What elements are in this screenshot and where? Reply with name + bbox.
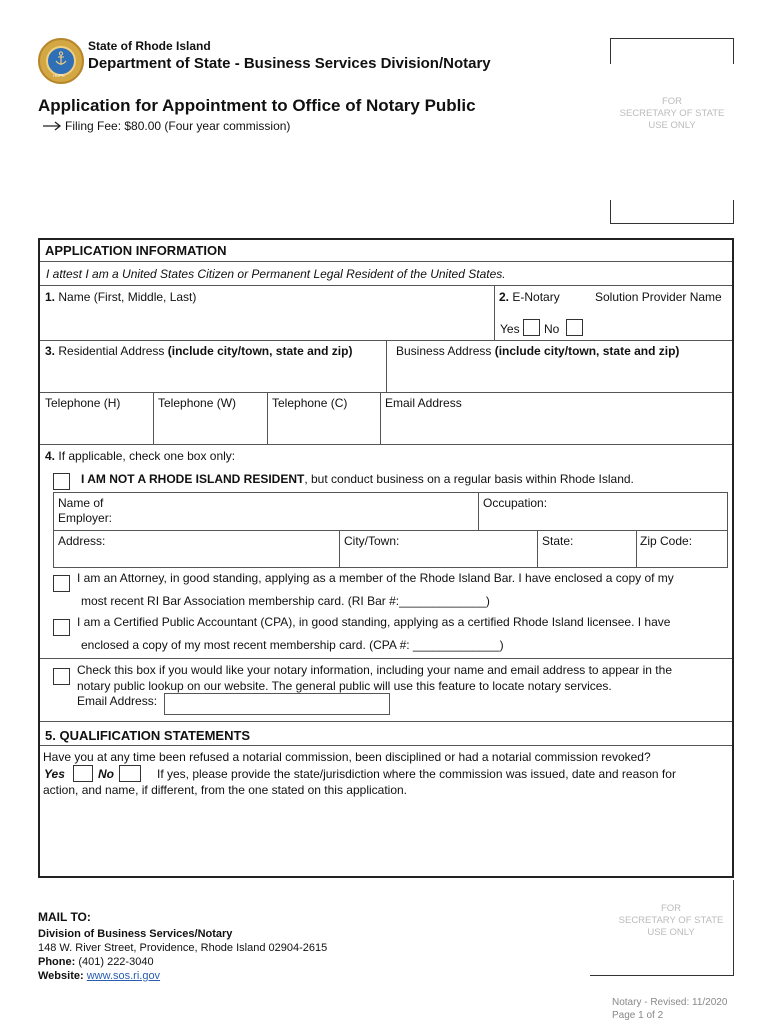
residential-address-label: 3. Residential Address (include city/town, state and zip) xyxy=(45,344,353,358)
department-name: Department of State - Business Services Division/Notary xyxy=(88,55,491,72)
occupation-label: Occupation: xyxy=(483,496,548,510)
name-input[interactable] xyxy=(40,286,494,339)
telephone-work-label: Telephone (W) xyxy=(158,396,237,410)
qualification-instruction-line2: action, and name, if different, from the one stated on this application. xyxy=(43,783,408,797)
attorney-checkbox[interactable] xyxy=(53,575,70,592)
enotary-no-label: No xyxy=(544,322,560,336)
lookup-email-input[interactable] xyxy=(164,693,390,715)
qualification-explanation-area[interactable] xyxy=(40,800,732,876)
sos-note-line: FOR xyxy=(660,903,682,914)
sos-note-line: SECRETARY OF STATE xyxy=(619,108,725,119)
business-address-label: Business Address (include city/town, state and zip) xyxy=(396,344,680,358)
enotary-yes-checkbox[interactable] xyxy=(523,319,540,336)
sos-use-only-note-lower xyxy=(596,903,746,939)
mail-division: Division of Business Services/Notary xyxy=(38,928,233,940)
sos-note-line: USE ONLY xyxy=(647,927,695,938)
mail-phone: Phone: (401) 222-3040 xyxy=(38,956,154,968)
nonresident-checkbox[interactable] xyxy=(53,473,70,490)
mail-heading: MAIL TO: xyxy=(38,910,91,924)
city-town-label: City/Town: xyxy=(344,534,400,548)
section4-intro: 4. If applicable, check one box only: xyxy=(45,449,236,463)
page-title: Application for Appointment to Office of Notary Public xyxy=(38,96,476,115)
telephone-home-label: Telephone (H) xyxy=(45,396,121,410)
telephone-cell-label: Telephone (C) xyxy=(272,396,348,410)
qual-no-label: No xyxy=(98,767,114,781)
nonresident-text: I AM NOT A RHODE ISLAND RESIDENT, but conduct business on a regular basis within Rhode Island. xyxy=(81,472,634,486)
seal-inner xyxy=(46,46,76,76)
attorney-text-line2: most recent RI Bar Association membership card. (RI Bar #:_____________) xyxy=(81,594,490,608)
sos-note-line: FOR xyxy=(661,96,683,107)
state-label: State: xyxy=(542,534,574,548)
anchor-icon xyxy=(54,51,68,67)
application-form xyxy=(38,238,734,878)
public-lookup-text: Check this box if you would like your notary information, including your name and email address to appear in the notary public lookup on our website. The general public will use this feature to locate notary services. Email Address: xyxy=(77,663,672,708)
section5-heading: 5. QUALIFICATION STATEMENTS xyxy=(45,728,251,743)
filing-fee-text: Filing Fee: $80.00 (Four year commission) xyxy=(65,119,291,133)
arrow-right-icon xyxy=(42,121,62,131)
revision-date: Notary - Revised: 11/2020 xyxy=(612,997,728,1008)
footer xyxy=(612,996,727,1022)
qual-yes-checkbox[interactable] xyxy=(73,765,93,782)
enotary-no-checkbox[interactable] xyxy=(566,319,583,336)
attorney-text-line1: I am an Attorney, in good standing, applying as a member of the Rhode Island Bar. I have enclosed a copy of my xyxy=(77,571,674,585)
sos-box-bottom xyxy=(610,200,734,224)
website-link[interactable]: www.sos.ri.gov xyxy=(86,970,161,982)
qual-yes-label: Yes xyxy=(44,767,65,781)
enotary-label: 2. E-Notary xyxy=(499,290,560,304)
zip-code-label: Zip Code: xyxy=(640,534,693,548)
email-address-label: Email Address xyxy=(385,396,462,410)
filing-fee xyxy=(42,119,290,133)
attestation-text: I attest I am a United States Citizen or Permanent Legal Resident of the United States. xyxy=(46,267,506,281)
mail-website: Website: www.sos.ri.gov xyxy=(38,970,161,982)
employer-name-label: Name of Employer: xyxy=(58,496,113,525)
cpa-text-line2: enclosed a copy of my most recent membership card. (CPA #: _____________) xyxy=(81,638,504,652)
section-application-heading: APPLICATION INFORMATION xyxy=(45,243,227,258)
cpa-text-line1: I am a Certified Public Accountant (CPA), in good standing, applying as a certified Rhode Island licensee. I have xyxy=(77,615,671,629)
qualification-question: Have you at any time been refused a notarial commission, been disciplined or had a notarial commission revoked? xyxy=(43,750,651,764)
qualification-instruction-line1: If yes, please provide the state/jurisdiction where the commission was issued, date and reason for xyxy=(157,767,676,781)
solution-provider-label: Solution Provider Name xyxy=(595,290,722,304)
sos-note-line: USE ONLY xyxy=(648,120,696,131)
cpa-checkbox[interactable] xyxy=(53,619,70,636)
enotary-yes-label: Yes xyxy=(500,322,520,336)
state-seal xyxy=(38,38,84,84)
public-lookup-checkbox[interactable] xyxy=(53,668,70,685)
sos-use-only-note xyxy=(610,96,734,132)
sos-note-line: SECRETARY OF STATE xyxy=(618,915,724,926)
state-name: State of Rhode Island xyxy=(88,39,211,53)
mail-street: 148 W. River Street, Providence, Rhode Island 02904-2615 xyxy=(38,942,328,954)
seal-motto: HOPE xyxy=(53,73,66,78)
name-label: 1. Name (First, Middle, Last) xyxy=(45,290,197,304)
employer-address-label: Address: xyxy=(58,534,106,548)
sos-box-top xyxy=(610,38,734,64)
mail-to-block xyxy=(38,910,327,983)
page-number: Page 1 of 2 xyxy=(612,1010,664,1021)
qual-no-checkbox[interactable] xyxy=(119,765,141,782)
